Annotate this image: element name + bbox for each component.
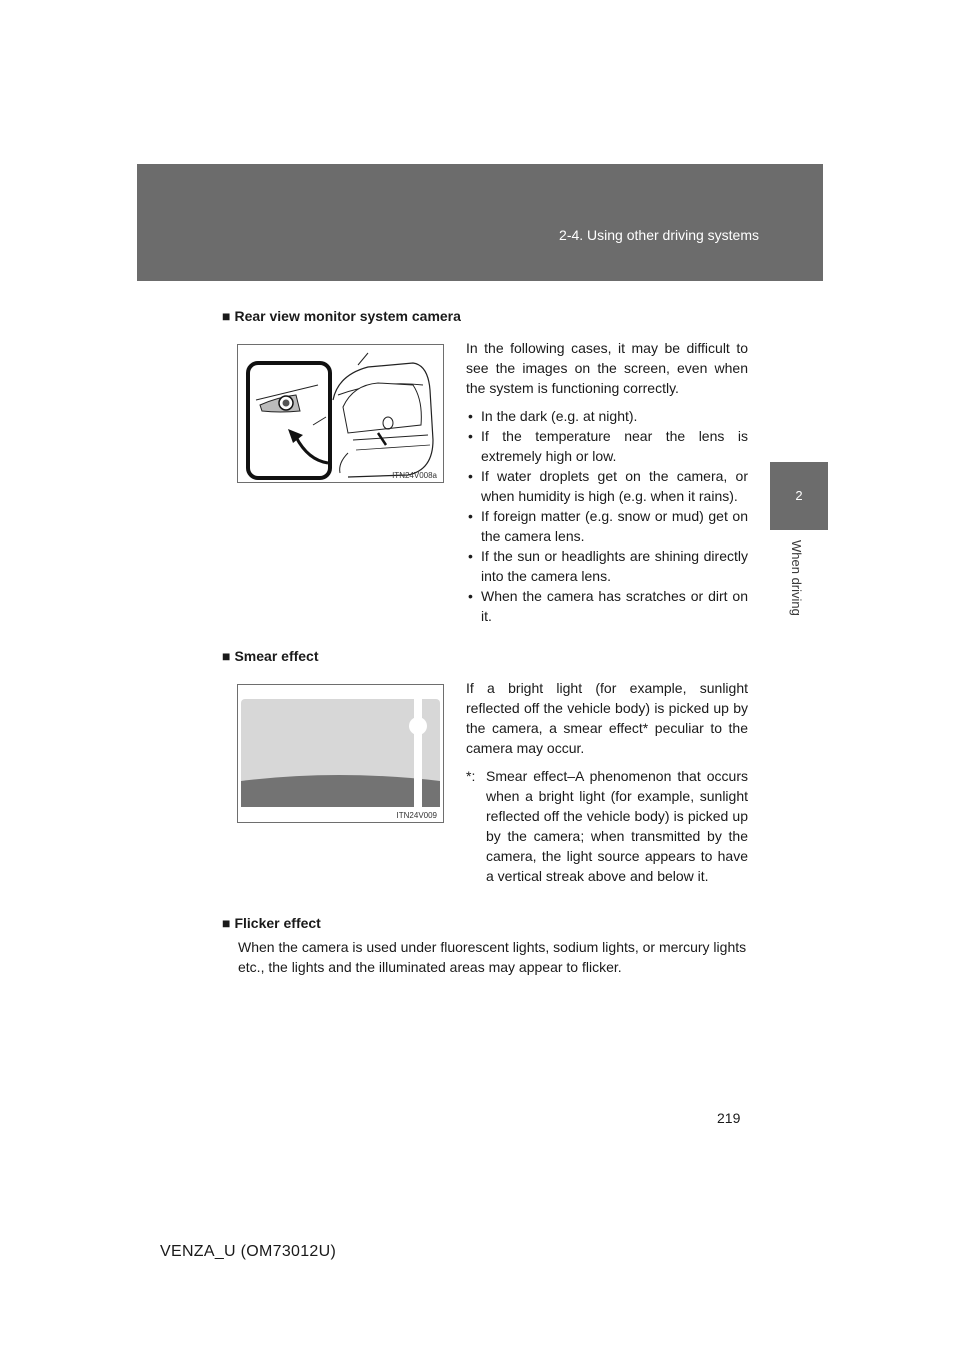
flicker-body: When the camera is used under fluorescent lights, sodium lights, or mercury lights etc., the lights and the illuminated areas may appear to flicker. — [238, 939, 747, 975]
list-item: • If the sun or headlights are shining directly into the camera lens. — [466, 546, 748, 586]
figure-code: ITN24V008a — [392, 471, 437, 480]
list-item: • In the dark (e.g. at night). — [466, 406, 748, 426]
camera-section-heading — [222, 308, 461, 324]
document-footer: VENZA_U (OM73012U) — [160, 1243, 337, 1260]
list-item: • If water droplets get on the camera, or when humidity is high (e.g. when it rains). — [466, 466, 748, 506]
rear-car-illustration — [238, 345, 443, 482]
smear-text — [466, 678, 748, 886]
camera-text — [466, 338, 748, 626]
section-title: 2-4. Using other driving systems — [559, 227, 759, 243]
list-item: • When the camera has scratches or dirt on it. — [466, 586, 748, 626]
chapter-tab — [770, 462, 828, 530]
chapter-header-bar — [137, 164, 823, 281]
square-bullet: ■ — [222, 915, 231, 931]
list-item: • If foreign matter (e.g. snow or mud) get on the camera lens. — [466, 506, 748, 546]
smear-footnote — [466, 766, 748, 886]
smear-intro: If a bright light (for example, sunlight reflected off the vehicle body) is picked up by the camera, a smear effect* peculiar to the camera may occur. — [466, 680, 748, 756]
camera-location-figure — [237, 344, 444, 483]
square-bullet: ■ — [222, 648, 231, 664]
square-bullet: ■ — [222, 308, 231, 324]
smear-heading-text: Smear effect — [234, 648, 319, 664]
list-item: • If the temperature near the lens is extremely high or low. — [466, 426, 748, 466]
camera-heading-text: Rear view monitor system camera — [234, 308, 461, 324]
smear-screen-illustration — [238, 685, 443, 822]
footnote-mark: *: — [466, 768, 476, 784]
flicker-section-heading — [222, 915, 321, 931]
chapter-number: 2 — [795, 488, 803, 503]
camera-conditions-list — [466, 406, 748, 626]
footnote-text: Smear effect–A phenomenon that occurs when a bright light (for example, sunlight reflected off the vehicle body) is picked up by the camera; when transmitted by the camera, the light source appears to have a vertical streak above and below it. — [486, 768, 748, 884]
smear-effect-figure — [237, 684, 444, 823]
flicker-heading-text: Flicker effect — [234, 915, 321, 931]
chapter-label: When driving — [789, 540, 804, 616]
camera-intro: In the following cases, it may be difficult to see the images on the screen, even when the system is functioning correctly. — [466, 340, 748, 396]
page-number: 219 — [717, 1110, 741, 1126]
figure-code: ITN24V009 — [396, 811, 437, 820]
smear-section-heading — [222, 648, 319, 664]
